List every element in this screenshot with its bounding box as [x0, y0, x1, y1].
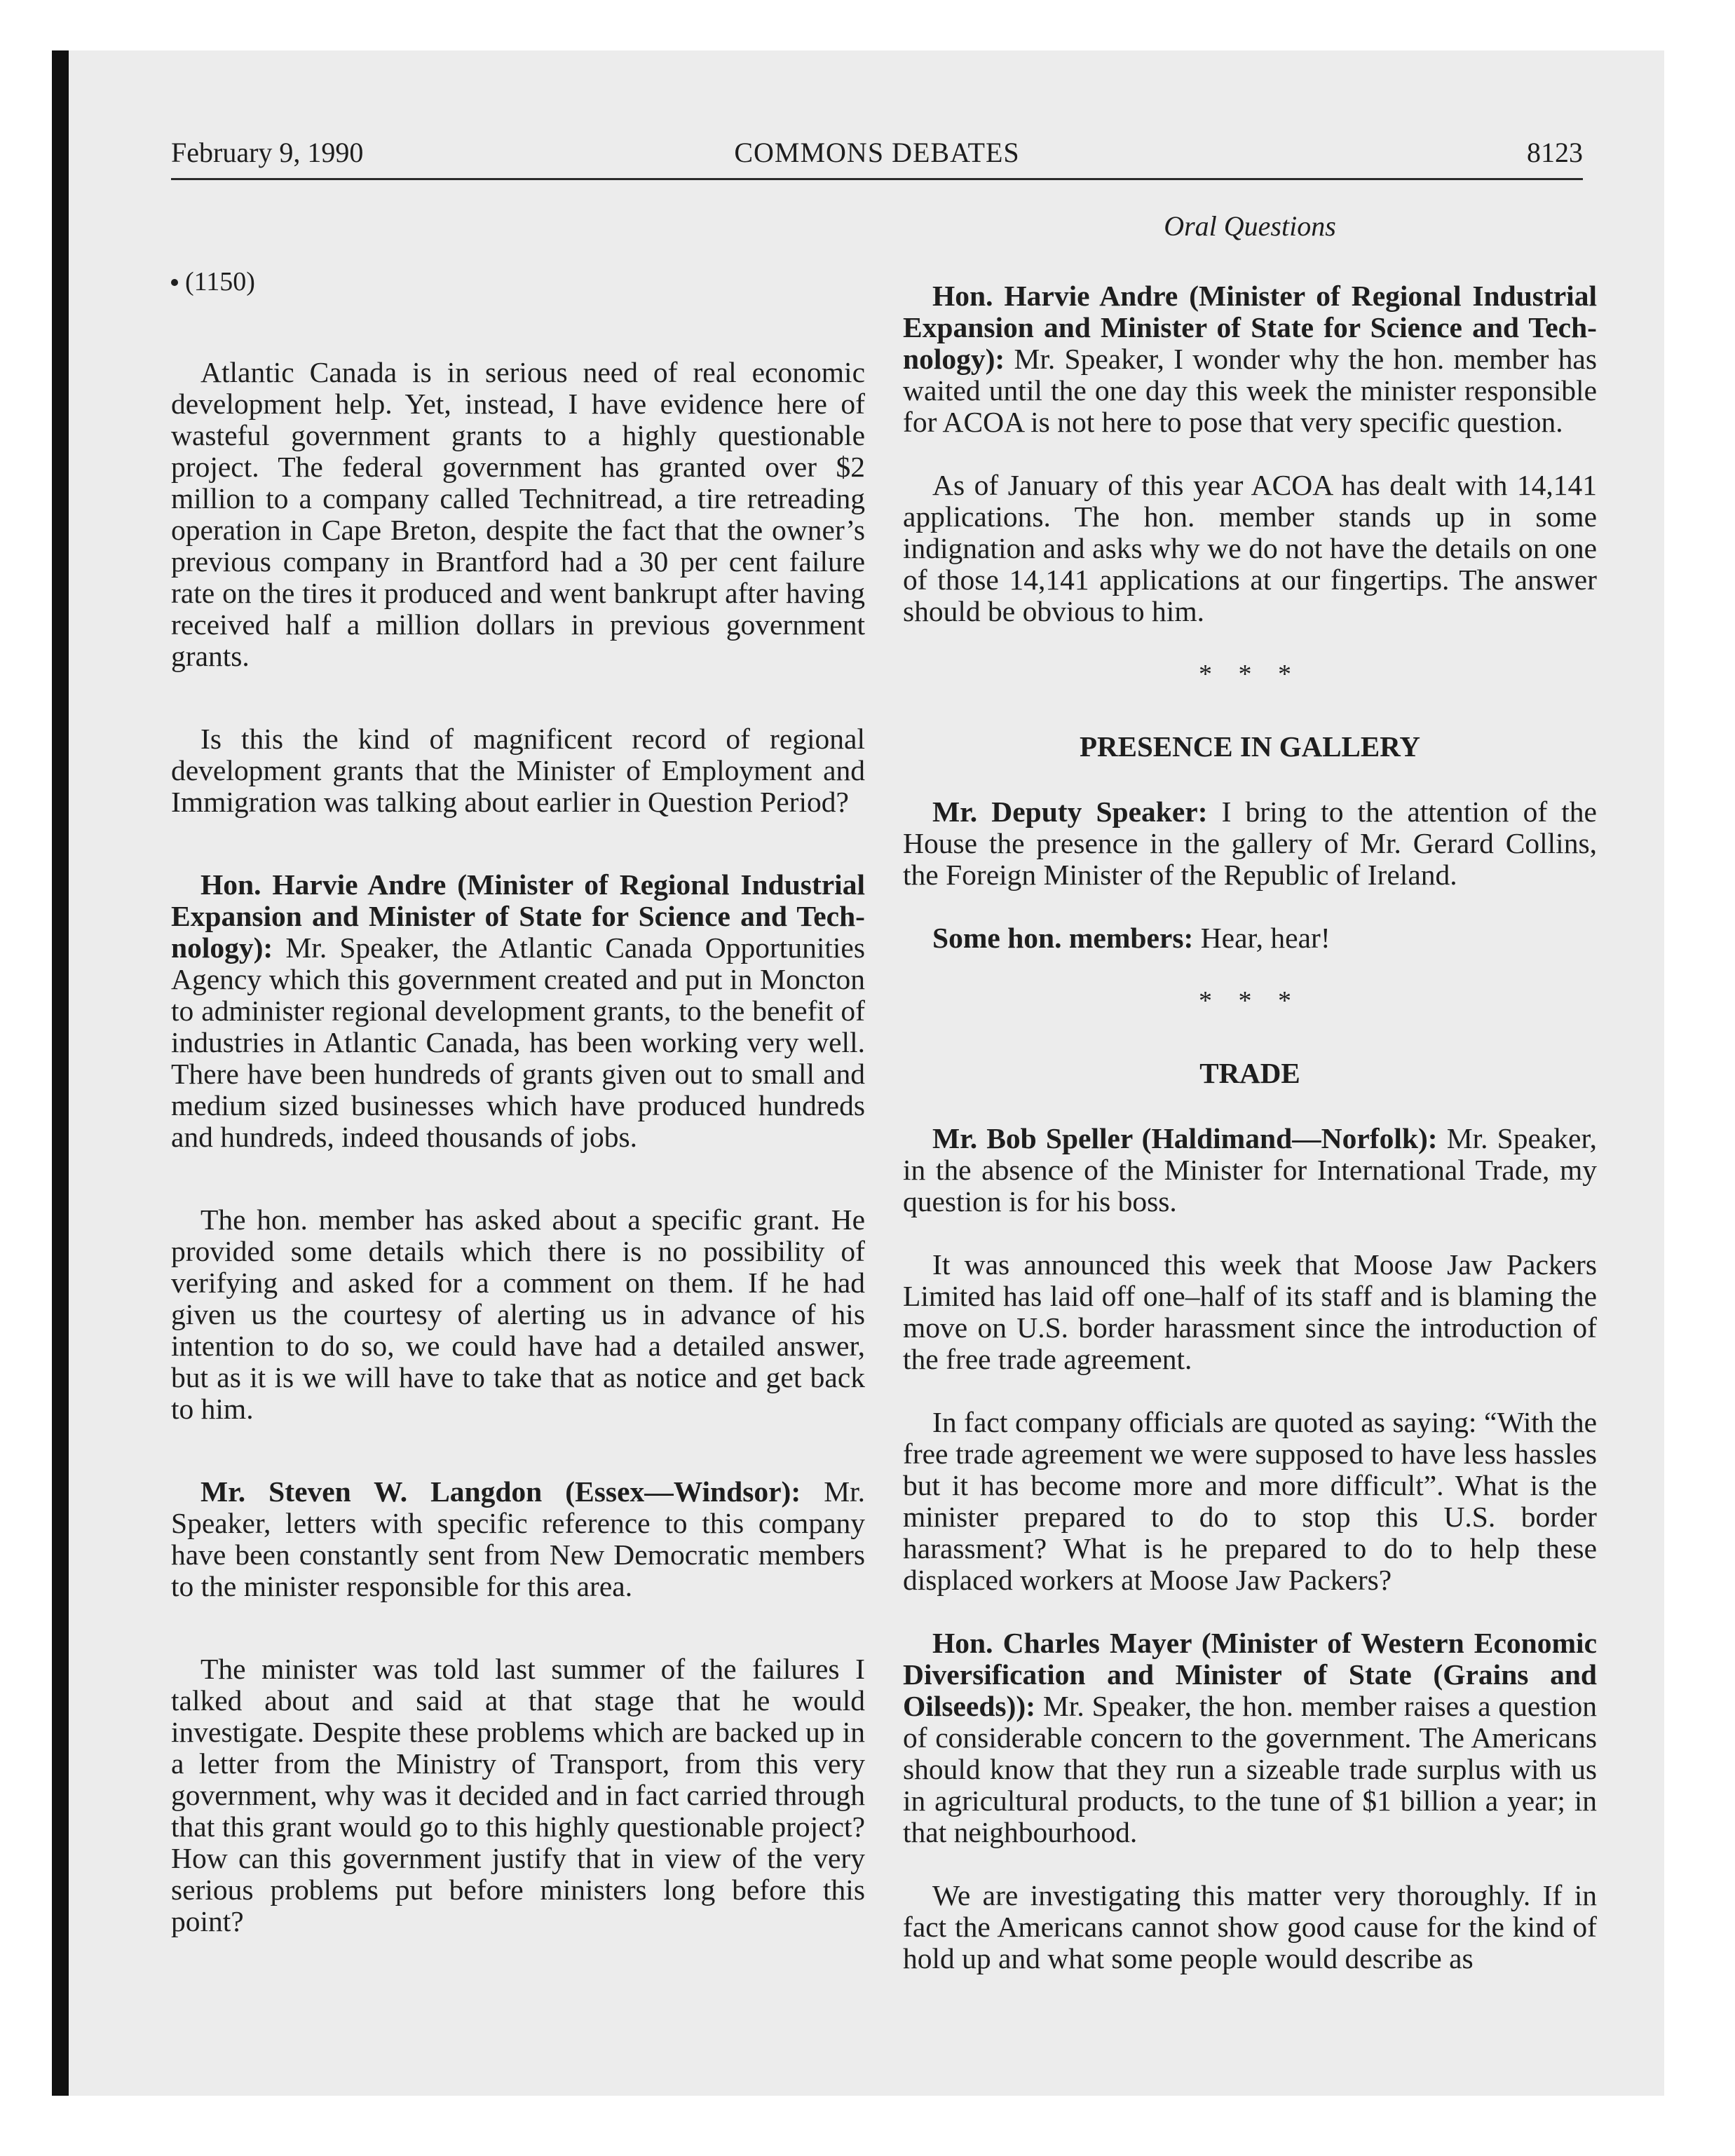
paragraph: Atlantic Canada is in serious need of real economic development help. Yet, instead, I have evidence here of wasteful government grants to a highly questionable project. The federal government has granted over $2 million to a company called Technitread, a tire retreading operation in Cape Breton, despite the fact that the owner’s previous company in Brantford had a 30 per cent failure rate on the tires it produced and went bankrupt after having received half a million dollars in previous government grants. [171, 356, 865, 672]
speaker-name: Hon. Charles Mayer (Minister of Western Economic Diversification and Minister of State (Grains and Oilseeds)): [903, 1627, 1597, 1722]
speech-text: Mr. Speaker, letters with specific reference to this company have been constantly sent from New Democratic members to the minister responsible for this area. [171, 1475, 865, 1602]
paragraph: Is this the kind of magnificent record of regional development grants that the Minister of Employment and Immigration was talking about earlier in Question Period? [171, 723, 865, 818]
speech-paragraph [903, 922, 1597, 954]
speech-paragraph [171, 869, 865, 1153]
section-heading: TRADE [1199, 1057, 1300, 1089]
header-rule [171, 178, 1583, 180]
section-divider: * * * [1199, 986, 1301, 1016]
running-head [171, 133, 1583, 172]
speaker-name: Mr. Bob Speller (Haldimand—Norfolk): [932, 1122, 1438, 1154]
speech-paragraph [903, 1628, 1597, 1848]
speaker-name: Mr. Deputy Speaker: [932, 796, 1208, 828]
paragraph: The minister was told last summer of the failures I talked about and said at that stage that he would investigate. Despite these problems which are backed up in a letter from the Ministry of Transport, from this very government, why was it decided and in fact carried through that this grant would go to this highly questionable project? How can this government justify that in view of the very serious problems put before ministers long before this point? [171, 1653, 865, 1937]
paragraph: The hon. member has asked about a specific grant. He provided some details which there is no possibility of verifying and asked for a comment on them. If he had given us the courtesy of alerting us in advance of his intention to do so, we could have had a detailed answer, but as it is we will have to take that as notice and get back to him. [171, 1203, 865, 1425]
speech-text: I bring to the attention of the House the presence in the gallery of Mr. Gerard Collins, the Foreign Minister of the Republic of Ireland. [903, 796, 1597, 891]
speech-paragraph [903, 1123, 1597, 1217]
speech-text: Mr. Speaker, in the absence of the Minister for International Trade, my question is for his boss. [903, 1122, 1597, 1217]
section-label: Oral Questions [1164, 210, 1336, 242]
right-column [903, 210, 1597, 2006]
header-date: February 9, 1990 [171, 137, 364, 168]
speaker-name: Some hon. members: [932, 922, 1194, 954]
paragraph: We are investigating this matter very thoroughly. If in fact the Americans cannot show good cause for the kind of hold up and what some people would describe as [903, 1879, 1597, 1974]
speech-text: Mr. Speaker, the hon. member raises a question of considerable concern to the government. The Americans should know that they run a sizeable trade surplus with us in agricultural products, to the tune of $1 billion a year; in that neighbourhood. [903, 1690, 1597, 1848]
speaker-name: Mr. Steven W. Langdon (Essex—Windsor): [200, 1475, 801, 1508]
header-page-number: 8123 [1527, 137, 1583, 168]
speech-paragraph [171, 1476, 865, 1602]
speech-paragraph [903, 280, 1597, 438]
section-heading: PRESENCE IN GALLERY [1079, 730, 1421, 763]
header-publication: COMMONS DEBATES [734, 137, 1020, 168]
speaker-name: Hon. Harvie Andre (Minister of Regional Industrial Expansion and Minister of State for Science and Technology): [171, 868, 865, 964]
section-divider: * * * [1199, 660, 1301, 689]
speech-paragraph [903, 796, 1597, 891]
time-mark-text: (1150) [185, 267, 255, 296]
scan-edge-bar [52, 50, 69, 2096]
speech-text: Hear, hear! [1193, 922, 1331, 954]
speech-text: Mr. Speaker, the Atlantic Canada Opportunities Agency which this government created and put in Moncton to administer regional development grants, to the benefit of industries in Atlantic Canada, has been working very well. There have been hundreds of grants given out to small and medium sized businesses which have produced hundreds and hundreds, indeed thousands of jobs. [171, 932, 865, 1153]
speech-text: Mr. Speaker, I wonder why the hon. member has waited until the one day this week the minister responsible for ACOA is not here to pose that very specific question. [903, 343, 1597, 438]
paragraph: It was announced this week that Moose Jaw Packers Limited has laid off one–half of its staff and is blaming the move on U.S. border harassment since the introduction of the free trade agreement. [903, 1248, 1597, 1375]
time-marker [171, 266, 865, 298]
paragraph: In fact company officials are quoted as saying: “With the free trade agreement we were supposed to have less hassles but it has become more and more difficult”. What is the minister prepared to do to stop this U.S. border harassment? What is he prepared to do to help these displaced workers at Moose Jaw Packers? [903, 1406, 1597, 1596]
speaker-name: Hon. Harvie Andre (Minister of Regional Industrial Expansion and Minister of State for Science and Technology): [903, 280, 1597, 375]
paragraph: As of January of this year ACOA has dealt with 14,141 applications. The hon. member stands up in some indignation and asks why we do not have the details on one of those 14,141 applications at our fingertips. The answer should be obvious to him. [903, 469, 1597, 627]
bullet-icon [171, 279, 178, 286]
left-column [171, 266, 865, 1988]
